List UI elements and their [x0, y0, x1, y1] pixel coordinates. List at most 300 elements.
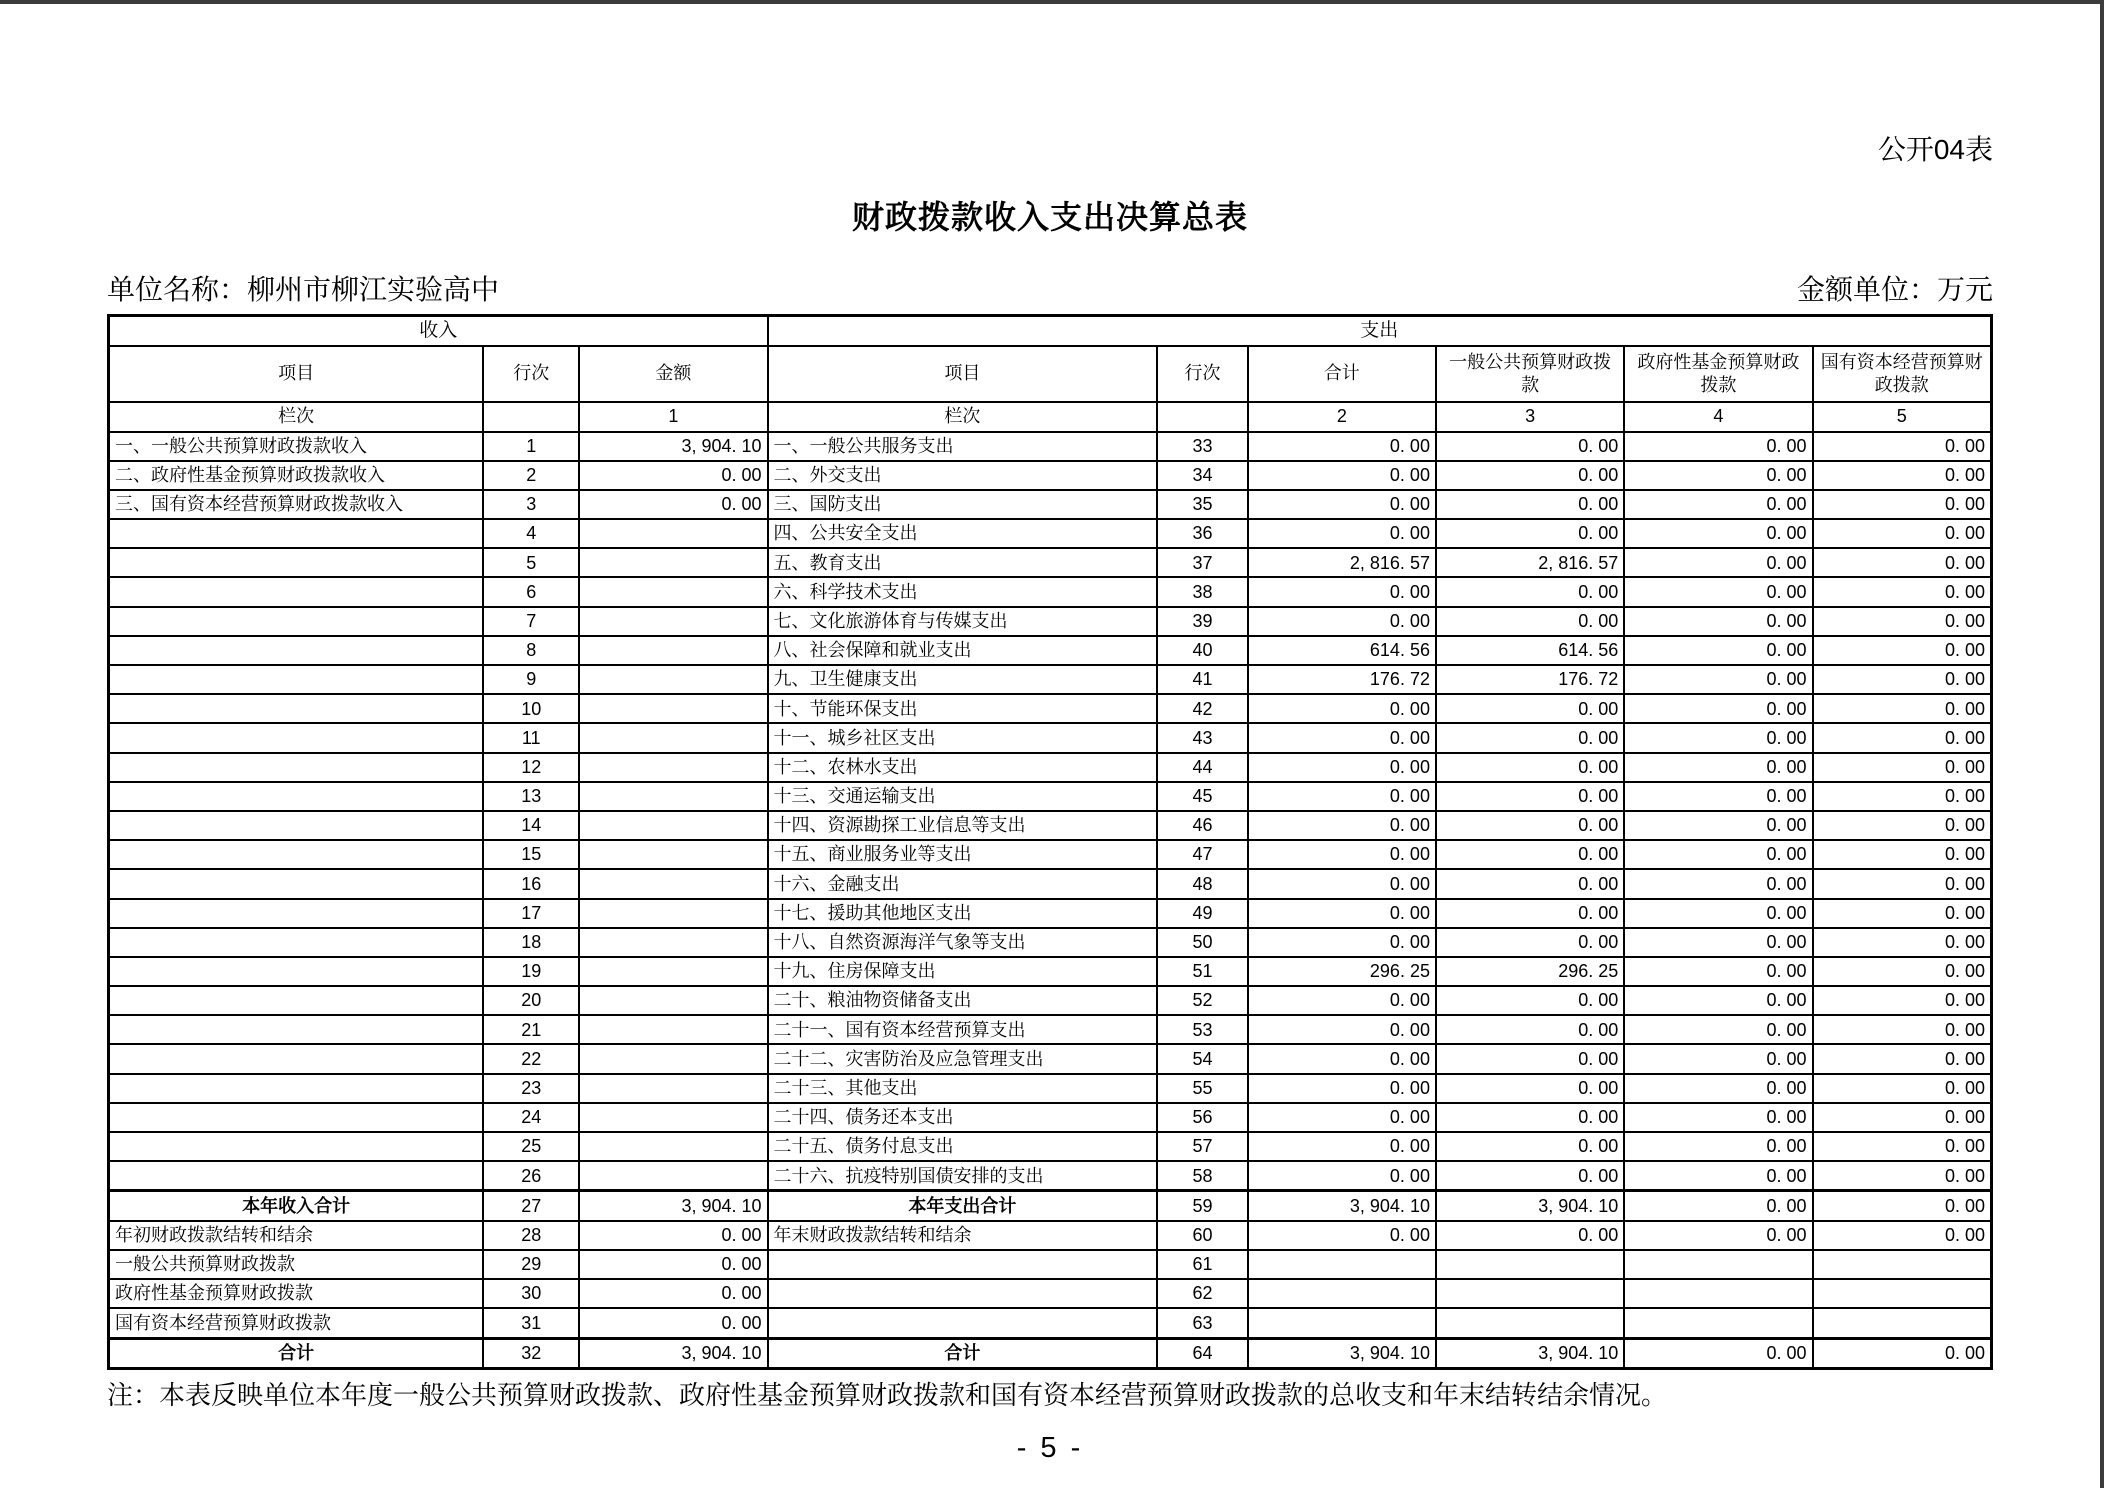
expense-general-public-cell: 0. 00	[1436, 519, 1624, 548]
expense-lineno-cell: 45	[1157, 782, 1247, 811]
table-row	[109, 461, 1992, 490]
income-lineno-cell: 3	[483, 490, 579, 519]
expense-item-cell: 十八、自然资源海洋气象等支出	[768, 928, 1158, 957]
expense-total-cell: 614. 56	[1248, 636, 1436, 665]
income-amount-cell	[579, 577, 767, 606]
income-item-cell: 三、国有资本经营预算财政拨款收入	[109, 490, 484, 519]
column-index-3: 3	[1436, 402, 1624, 432]
expense-state-capital-cell: 0. 00	[1813, 986, 1992, 1015]
expense-lanci-label: 栏次	[768, 402, 1158, 432]
income-amount-cell	[579, 1103, 767, 1132]
expense-general-public-cell	[1436, 1279, 1624, 1308]
expense-general-public-cell: 0. 00	[1436, 1074, 1624, 1103]
expense-state-capital-cell: 0. 00	[1813, 1191, 1992, 1221]
column-index-4: 4	[1624, 402, 1812, 432]
income-amount-cell	[579, 1044, 767, 1073]
expense-state-capital-cell: 0. 00	[1813, 928, 1992, 957]
table-row	[109, 694, 1992, 723]
expense-total-cell: 2, 816. 57	[1248, 548, 1436, 577]
expense-state-capital-cell: 0. 00	[1813, 899, 1992, 928]
expense-lineno-cell: 41	[1157, 665, 1247, 694]
income-lineno-cell: 26	[483, 1161, 579, 1191]
expense-item-cell: 七、文化旅游体育与传媒支出	[768, 607, 1158, 636]
expense-state-capital-cell: 0. 00	[1813, 1338, 1992, 1368]
income-item-cell	[109, 519, 484, 548]
table-row	[109, 1338, 1992, 1368]
income-amount-cell	[579, 840, 767, 869]
expense-gov-fund-cell	[1624, 1308, 1812, 1338]
expense-gov-fund-cell: 0. 00	[1624, 665, 1812, 694]
expense-item-cell: 十六、金融支出	[768, 869, 1158, 898]
expense-lineno-cell: 47	[1157, 840, 1247, 869]
expense-state-capital-cell: 0. 00	[1813, 1044, 1992, 1073]
unit-name: 单位名称：柳州市柳江实验高中	[107, 274, 500, 305]
table-row	[109, 1250, 1992, 1279]
income-item-cell	[109, 1103, 484, 1132]
table-row	[109, 782, 1992, 811]
expense-general-public-cell: 0. 00	[1436, 899, 1624, 928]
expense-gov-fund-cell: 0. 00	[1624, 840, 1812, 869]
expense-item-cell	[768, 1308, 1158, 1338]
income-amount-header: 金额	[579, 346, 767, 402]
expense-total-cell: 0. 00	[1248, 432, 1436, 461]
expense-lineno-cell: 52	[1157, 986, 1247, 1015]
expense-total-cell: 3, 904. 10	[1248, 1191, 1436, 1221]
income-lineno-cell: 6	[483, 577, 579, 606]
expense-general-public-cell: 0. 00	[1436, 1015, 1624, 1044]
expense-gov-fund-cell	[1624, 1250, 1812, 1279]
expense-gov-fund-cell: 0. 00	[1624, 548, 1812, 577]
expense-lineno-cell: 60	[1157, 1221, 1247, 1250]
expense-state-capital-cell: 0. 00	[1813, 636, 1992, 665]
expense-lineno-cell: 59	[1157, 1191, 1247, 1221]
income-item-cell: 年初财政拨款结转和结余	[109, 1221, 484, 1250]
income-amount-cell: 0. 00	[579, 1250, 767, 1279]
expense-gov-fund-cell: 0. 00	[1624, 1191, 1812, 1221]
expense-total-cell: 0. 00	[1248, 899, 1436, 928]
expense-lineno-cell: 33	[1157, 432, 1247, 461]
expense-item-cell: 二十、粮油物资储备支出	[768, 986, 1158, 1015]
expense-item-cell: 五、教育支出	[768, 548, 1158, 577]
expense-lineno-cell: 36	[1157, 519, 1247, 548]
income-amount-cell: 3, 904. 10	[579, 1191, 767, 1221]
expense-gov-fund-cell: 0. 00	[1624, 1074, 1812, 1103]
table-row	[109, 432, 1992, 461]
income-lineno-cell: 18	[483, 928, 579, 957]
income-item-cell	[109, 1161, 484, 1191]
income-lineno-header: 行次	[483, 346, 579, 402]
expense-item-cell: 年末财政拨款结转和结余	[768, 1221, 1158, 1250]
expense-general-public-cell: 614. 56	[1436, 636, 1624, 665]
expense-general-public-cell: 0. 00	[1436, 753, 1624, 782]
expense-gov-fund-cell: 0. 00	[1624, 899, 1812, 928]
expense-item-cell: 二十六、抗疫特别国债安排的支出	[768, 1161, 1158, 1191]
expense-general-public-cell: 2, 816. 57	[1436, 548, 1624, 577]
expense-total-cell: 0. 00	[1248, 1015, 1436, 1044]
expense-state-capital-cell: 0. 00	[1813, 869, 1992, 898]
income-item-cell	[109, 986, 484, 1015]
expense-state-capital-cell: 0. 00	[1813, 1221, 1992, 1250]
expense-general-public-cell: 0. 00	[1436, 461, 1624, 490]
expense-lineno-cell: 44	[1157, 753, 1247, 782]
amount-unit: 金额单位：万元	[1796, 274, 1993, 305]
income-amount-cell: 3, 904. 10	[579, 1338, 767, 1368]
expense-general-public-cell: 0. 00	[1436, 432, 1624, 461]
expense-total-cell: 0. 00	[1248, 694, 1436, 723]
page-number: - 5 -	[1016, 1432, 1084, 1464]
income-item-cell	[109, 665, 484, 694]
table-row	[109, 957, 1992, 986]
income-amount-cell	[579, 986, 767, 1015]
table-row	[109, 1074, 1992, 1103]
expense-state-capital-header: 国有资本经营预算财政拨款	[1813, 346, 1992, 402]
income-amount-cell	[579, 548, 767, 577]
income-item-cell: 一般公共预算财政拨款	[109, 1250, 484, 1279]
expense-lineno-cell: 48	[1157, 869, 1247, 898]
expense-general-public-cell: 0. 00	[1436, 1132, 1624, 1161]
expense-gov-fund-cell: 0. 00	[1624, 577, 1812, 606]
expense-gov-fund-cell: 0. 00	[1624, 1103, 1812, 1132]
expense-state-capital-cell: 0. 00	[1813, 577, 1992, 606]
expense-total-cell: 0. 00	[1248, 811, 1436, 840]
income-lineno-cell: 2	[483, 461, 579, 490]
expense-gov-fund-cell: 0. 00	[1624, 607, 1812, 636]
table-row	[109, 723, 1992, 752]
expense-lineno-cell: 56	[1157, 1103, 1247, 1132]
table-row	[109, 928, 1992, 957]
income-lineno-cell: 12	[483, 753, 579, 782]
income-lineno-cell: 13	[483, 782, 579, 811]
income-amount-cell	[579, 519, 767, 548]
expense-gov-fund-cell: 0. 00	[1624, 1161, 1812, 1191]
expense-item-cell: 十二、农林水支出	[768, 753, 1158, 782]
income-lineno-cell: 29	[483, 1250, 579, 1279]
income-item-cell	[109, 636, 484, 665]
expense-state-capital-cell: 0. 00	[1813, 694, 1992, 723]
page-title: 财政拨款收入支出决算总表	[851, 199, 1248, 235]
income-lanci-label: 栏次	[109, 402, 484, 432]
table-row	[109, 607, 1992, 636]
sheet-label: 公开04表	[1877, 134, 1993, 165]
expense-lineno-cell: 46	[1157, 811, 1247, 840]
expense-gov-fund-cell: 0. 00	[1624, 869, 1812, 898]
expense-total-cell: 0. 00	[1248, 1132, 1436, 1161]
income-item-cell: 国有资本经营预算财政拨款	[109, 1308, 484, 1338]
expense-item-cell: 合计	[768, 1338, 1158, 1368]
expense-general-public-cell: 0. 00	[1436, 840, 1624, 869]
expense-general-public-cell: 0. 00	[1436, 607, 1624, 636]
expense-state-capital-cell: 0. 00	[1813, 840, 1992, 869]
income-amount-cell	[579, 782, 767, 811]
blank-cell	[1157, 402, 1247, 432]
expense-gov-fund-cell	[1624, 1279, 1812, 1308]
expense-item-cell: 十七、援助其他地区支出	[768, 899, 1158, 928]
table-row	[109, 1279, 1992, 1308]
expense-total-cell: 0. 00	[1248, 490, 1436, 519]
income-item-cell	[109, 1132, 484, 1161]
income-lineno-cell: 7	[483, 607, 579, 636]
expense-total-cell: 0. 00	[1248, 1103, 1436, 1132]
table-row	[109, 840, 1992, 869]
meta-row	[107, 268, 1993, 308]
expense-general-public-cell: 0. 00	[1436, 723, 1624, 752]
income-item-header: 项目	[109, 346, 484, 402]
expense-total-cell: 0. 00	[1248, 869, 1436, 898]
table-row	[109, 986, 1992, 1015]
expense-general-public-cell	[1436, 1308, 1624, 1338]
income-amount-cell: 0. 00	[579, 1221, 767, 1250]
expense-general-public-cell: 0. 00	[1436, 782, 1624, 811]
expense-item-cell: 八、社会保障和就业支出	[768, 636, 1158, 665]
income-amount-cell: 0. 00	[579, 490, 767, 519]
expense-lineno-cell: 61	[1157, 1250, 1247, 1279]
income-item-cell: 政府性基金预算财政拨款	[109, 1279, 484, 1308]
expense-total-cell: 0. 00	[1248, 1044, 1436, 1073]
expense-general-public-cell: 0. 00	[1436, 1103, 1624, 1132]
income-item-cell	[109, 811, 484, 840]
expense-item-cell	[768, 1250, 1158, 1279]
income-lineno-cell: 28	[483, 1221, 579, 1250]
income-item-cell	[109, 577, 484, 606]
expense-gov-fund-cell: 0. 00	[1624, 636, 1812, 665]
expense-lineno-cell: 58	[1157, 1161, 1247, 1191]
expense-general-public-cell: 0. 00	[1436, 1161, 1624, 1191]
expense-state-capital-cell: 0. 00	[1813, 490, 1992, 519]
income-item-cell	[109, 782, 484, 811]
income-item-cell	[109, 548, 484, 577]
expense-state-capital-cell: 0. 00	[1813, 432, 1992, 461]
income-amount-cell	[579, 899, 767, 928]
column-index-5: 5	[1813, 402, 1992, 432]
expense-total-cell: 0. 00	[1248, 1221, 1436, 1250]
expense-gov-fund-header: 政府性基金预算财政拨款	[1624, 346, 1812, 402]
income-item-cell	[109, 957, 484, 986]
income-lineno-cell: 22	[483, 1044, 579, 1073]
income-amount-cell: 3, 904. 10	[579, 432, 767, 461]
expense-gov-fund-cell: 0. 00	[1624, 490, 1812, 519]
expense-item-cell: 二、外交支出	[768, 461, 1158, 490]
table-row	[109, 1103, 1992, 1132]
expense-gov-fund-cell: 0. 00	[1624, 461, 1812, 490]
table-row	[109, 577, 1992, 606]
table-row	[109, 899, 1992, 928]
expense-gov-fund-cell: 0. 00	[1624, 811, 1812, 840]
income-item-cell	[109, 899, 484, 928]
expense-total-cell: 0. 00	[1248, 753, 1436, 782]
income-item-cell	[109, 869, 484, 898]
income-item-cell: 二、政府性基金预算财政拨款收入	[109, 461, 484, 490]
expense-lineno-cell: 39	[1157, 607, 1247, 636]
expense-general-public-cell: 176. 72	[1436, 665, 1624, 694]
income-amount-cell	[579, 1074, 767, 1103]
income-lineno-cell: 14	[483, 811, 579, 840]
table-row	[109, 811, 1992, 840]
expense-gov-fund-cell: 0. 00	[1624, 957, 1812, 986]
expense-general-public-cell: 296. 25	[1436, 957, 1624, 986]
income-item-cell: 本年收入合计	[109, 1191, 484, 1221]
expense-state-capital-cell: 0. 00	[1813, 1015, 1992, 1044]
income-item-cell	[109, 694, 484, 723]
income-amount-cell: 0. 00	[579, 461, 767, 490]
expense-lineno-cell: 38	[1157, 577, 1247, 606]
expense-gov-fund-cell: 0. 00	[1624, 986, 1812, 1015]
expense-item-cell: 本年支出合计	[768, 1191, 1158, 1221]
table-body	[109, 432, 1992, 1369]
expense-gov-fund-cell: 0. 00	[1624, 1132, 1812, 1161]
income-amount-cell	[579, 665, 767, 694]
table-row	[109, 636, 1992, 665]
expense-item-cell: 十三、交通运输支出	[768, 782, 1158, 811]
expense-lineno-header: 行次	[1157, 346, 1247, 402]
expense-section-header: 支出	[768, 316, 1992, 346]
expense-lineno-cell: 64	[1157, 1338, 1247, 1368]
expense-state-capital-cell: 0. 00	[1813, 723, 1992, 752]
expense-item-cell: 十、节能环保支出	[768, 694, 1158, 723]
expense-gov-fund-cell: 0. 00	[1624, 723, 1812, 752]
income-lineno-cell: 21	[483, 1015, 579, 1044]
expense-state-capital-cell: 0. 00	[1813, 811, 1992, 840]
expense-lineno-cell: 40	[1157, 636, 1247, 665]
income-lineno-cell: 5	[483, 548, 579, 577]
expense-lineno-cell: 50	[1157, 928, 1247, 957]
footnote: 注：本表反映单位本年度一般公共预算财政拨款、政府性基金预算财政拨款和国有资本经营预算财政拨款的总收支和年末结转结余情况。	[107, 1380, 1668, 1410]
table-row	[109, 1044, 1992, 1073]
expense-total-cell	[1248, 1308, 1436, 1338]
income-lineno-cell: 4	[483, 519, 579, 548]
income-lineno-cell: 32	[483, 1338, 579, 1368]
expense-gov-fund-cell: 0. 00	[1624, 928, 1812, 957]
expense-general-public-cell: 0. 00	[1436, 1044, 1624, 1073]
expense-general-public-cell: 0. 00	[1436, 577, 1624, 606]
expense-item-cell: 二十二、灾害防治及应急管理支出	[768, 1044, 1158, 1073]
table-row	[109, 1015, 1992, 1044]
table-row	[109, 753, 1992, 782]
expense-state-capital-cell: 0. 00	[1813, 665, 1992, 694]
income-lineno-cell: 16	[483, 869, 579, 898]
expense-state-capital-cell: 0. 00	[1813, 461, 1992, 490]
expense-state-capital-cell: 0. 00	[1813, 607, 1992, 636]
expense-lineno-cell: 62	[1157, 1279, 1247, 1308]
table-row	[109, 1221, 1992, 1250]
expense-lineno-cell: 49	[1157, 899, 1247, 928]
expense-lineno-cell: 54	[1157, 1044, 1247, 1073]
expense-state-capital-cell: 0. 00	[1813, 957, 1992, 986]
income-lineno-cell: 8	[483, 636, 579, 665]
expense-item-cell: 十五、商业服务业等支出	[768, 840, 1158, 869]
table-row	[109, 869, 1992, 898]
income-amount-cell	[579, 1015, 767, 1044]
income-item-cell	[109, 1044, 484, 1073]
blank-cell	[483, 402, 579, 432]
expense-lineno-cell: 42	[1157, 694, 1247, 723]
column-index-2: 2	[1248, 402, 1436, 432]
income-lineno-cell: 24	[483, 1103, 579, 1132]
income-amount-cell	[579, 694, 767, 723]
expense-state-capital-cell: 0. 00	[1813, 1132, 1992, 1161]
expense-total-cell: 296. 25	[1248, 957, 1436, 986]
income-item-cell	[109, 840, 484, 869]
income-lineno-cell: 10	[483, 694, 579, 723]
income-amount-cell	[579, 869, 767, 898]
expense-general-public-cell: 3, 904. 10	[1436, 1191, 1624, 1221]
expense-item-cell: 一、一般公共服务支出	[768, 432, 1158, 461]
table-row	[109, 665, 1992, 694]
expense-lineno-cell: 51	[1157, 957, 1247, 986]
income-amount-cell: 0. 00	[579, 1308, 767, 1338]
expense-item-cell: 二十三、其他支出	[768, 1074, 1158, 1103]
income-amount-cell	[579, 607, 767, 636]
expense-lineno-cell: 57	[1157, 1132, 1247, 1161]
expense-lineno-cell: 53	[1157, 1015, 1247, 1044]
table-row	[109, 519, 1992, 548]
expense-item-header: 项目	[768, 346, 1158, 402]
expense-total-cell: 3, 904. 10	[1248, 1338, 1436, 1368]
expense-state-capital-cell: 0. 00	[1813, 782, 1992, 811]
income-lineno-cell: 31	[483, 1308, 579, 1338]
fiscal-summary-table	[107, 314, 1993, 1370]
income-amount-cell: 0. 00	[579, 1279, 767, 1308]
expense-total-cell: 0. 00	[1248, 986, 1436, 1015]
column-index-row	[109, 402, 1992, 432]
expense-general-public-cell: 0. 00	[1436, 490, 1624, 519]
section-header-row	[109, 316, 1992, 346]
income-amount-cell	[579, 811, 767, 840]
expense-general-public-cell: 0. 00	[1436, 1221, 1624, 1250]
expense-gov-fund-cell: 0. 00	[1624, 519, 1812, 548]
income-lineno-cell: 30	[483, 1279, 579, 1308]
expense-lineno-cell: 37	[1157, 548, 1247, 577]
table-row	[109, 1308, 1992, 1338]
expense-state-capital-cell: 0. 00	[1813, 1103, 1992, 1132]
expense-item-cell: 六、科学技术支出	[768, 577, 1158, 606]
column-header-row	[109, 346, 1992, 402]
income-item-cell	[109, 1074, 484, 1103]
expense-general-public-cell	[1436, 1250, 1624, 1279]
expense-total-cell: 0. 00	[1248, 519, 1436, 548]
expense-total-header: 合计	[1248, 346, 1436, 402]
expense-total-cell: 0. 00	[1248, 723, 1436, 752]
expense-total-cell: 0. 00	[1248, 928, 1436, 957]
expense-item-cell: 二十四、债务还本支出	[768, 1103, 1158, 1132]
income-lineno-cell: 1	[483, 432, 579, 461]
expense-total-cell: 0. 00	[1248, 782, 1436, 811]
income-lineno-cell: 11	[483, 723, 579, 752]
expense-item-cell: 十一、城乡社区支出	[768, 723, 1158, 752]
income-lineno-cell: 27	[483, 1191, 579, 1221]
table-row	[109, 1191, 1992, 1221]
income-lineno-cell: 9	[483, 665, 579, 694]
expense-general-public-cell: 0. 00	[1436, 811, 1624, 840]
expense-lineno-cell: 63	[1157, 1308, 1247, 1338]
expense-item-cell: 四、公共安全支出	[768, 519, 1158, 548]
income-item-cell	[109, 1015, 484, 1044]
income-lineno-cell: 17	[483, 899, 579, 928]
income-amount-cell	[579, 1161, 767, 1191]
expense-item-cell: 三、国防支出	[768, 490, 1158, 519]
expense-total-cell: 0. 00	[1248, 840, 1436, 869]
expense-item-cell	[768, 1279, 1158, 1308]
expense-total-cell: 0. 00	[1248, 461, 1436, 490]
income-item-cell: 合计	[109, 1338, 484, 1368]
expense-total-cell: 0. 00	[1248, 1161, 1436, 1191]
table-row	[109, 1161, 1992, 1191]
expense-total-cell	[1248, 1279, 1436, 1308]
expense-item-cell: 十九、住房保障支出	[768, 957, 1158, 986]
expense-gov-fund-cell: 0. 00	[1624, 753, 1812, 782]
expense-total-cell: 176. 72	[1248, 665, 1436, 694]
income-amount-cell	[579, 928, 767, 957]
expense-item-cell: 二十五、债务付息支出	[768, 1132, 1158, 1161]
